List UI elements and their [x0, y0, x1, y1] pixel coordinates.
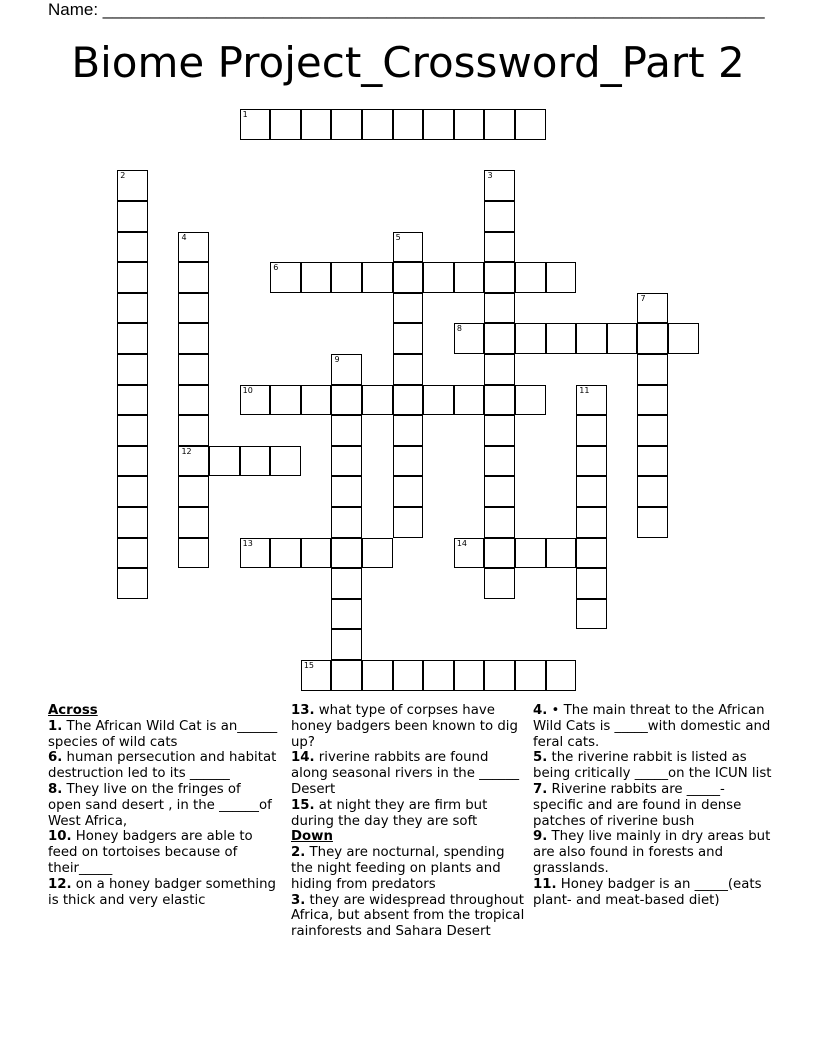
- crossword-cell[interactable]: [178, 323, 209, 354]
- page-title: Biome Project_Crossword_Part 2: [71, 38, 745, 87]
- crossword-cell[interactable]: [362, 660, 393, 691]
- crossword-cell[interactable]: [576, 446, 607, 477]
- crossword-cell[interactable]: [301, 538, 332, 569]
- crossword-cell[interactable]: [484, 170, 515, 201]
- cell-number: 3: [487, 171, 493, 181]
- crossword-cell[interactable]: [637, 415, 668, 446]
- cell-number: 10: [242, 385, 253, 395]
- crossword-cell[interactable]: [607, 323, 638, 354]
- clue-across-12: 12. on a honey badger something is thick and very elastic: [48, 876, 276, 908]
- crossword-cell[interactable]: [393, 232, 424, 263]
- cell-number: 15: [303, 661, 315, 671]
- crossword-cell[interactable]: [362, 109, 393, 140]
- crossword-cell[interactable]: [515, 660, 546, 691]
- crossword-cell[interactable]: [393, 262, 424, 293]
- crossword-cell[interactable]: [117, 568, 148, 599]
- crossword-cell[interactable]: [270, 538, 301, 569]
- across-header: Across: [48, 703, 98, 718]
- crossword-cell[interactable]: [576, 385, 607, 416]
- crossword-cell[interactable]: [117, 354, 148, 385]
- clue-down-5: 5. the riverine rabbit is listed as being critically _____on the ICUN list: [533, 750, 772, 782]
- crossword-cell[interactable]: [393, 109, 424, 140]
- clue-down-4: 4. • The main threat to the African Wild Cats is _____with domestic and feral cats.: [533, 703, 771, 750]
- cell-number: 1: [242, 110, 248, 120]
- crossword-cell[interactable]: [178, 507, 209, 538]
- crossword-cell[interactable]: [454, 660, 485, 691]
- crossword-cell[interactable]: [484, 538, 515, 569]
- crossword-cell[interactable]: [178, 415, 209, 446]
- cell-number: 7: [640, 293, 646, 303]
- crossword-cell[interactable]: [331, 415, 362, 446]
- crossword-cell[interactable]: [270, 385, 301, 416]
- crossword-cell[interactable]: [576, 568, 607, 599]
- crossword-cell[interactable]: [484, 201, 515, 232]
- crossword-cell[interactable]: [454, 262, 485, 293]
- crossword-cell[interactable]: [546, 262, 577, 293]
- clue-down-7: 7. Riverine rabbits are _____-specific and are found in dense patches of riverine bush: [533, 781, 742, 829]
- crossword-cell[interactable]: [454, 385, 485, 416]
- cell-number: 2: [120, 171, 126, 181]
- crossword-cell[interactable]: [331, 385, 362, 416]
- crossword-cell[interactable]: [301, 660, 332, 691]
- crossword-cell[interactable]: [331, 629, 362, 660]
- crossword-cell[interactable]: [423, 109, 454, 140]
- crossword-cell[interactable]: [301, 109, 332, 140]
- clue-across-1: 1. The African Wild Cat is an______ species of wild cats: [48, 718, 278, 750]
- crossword-cell[interactable]: [393, 415, 424, 446]
- crossword-cell[interactable]: [484, 507, 515, 538]
- crossword-cell[interactable]: [331, 568, 362, 599]
- clue-across-13: 13. what type of corpses have honey badgers been known to dig up?: [291, 703, 518, 750]
- crossword-cell[interactable]: [546, 323, 577, 354]
- crossword-cell[interactable]: [331, 507, 362, 538]
- crossword-cell[interactable]: [484, 262, 515, 293]
- crossword-cell[interactable]: [331, 109, 362, 140]
- crossword-cell[interactable]: [331, 262, 362, 293]
- crossword-cell[interactable]: [484, 323, 515, 354]
- crossword-cell[interactable]: [484, 354, 515, 385]
- crossword-cell[interactable]: [178, 446, 209, 477]
- cell-number: 4: [181, 232, 187, 242]
- crossword-cell[interactable]: [484, 385, 515, 416]
- crossword-cell[interactable]: [637, 476, 668, 507]
- clues-column-1: [48, 703, 278, 908]
- crossword-cell[interactable]: [240, 385, 271, 416]
- crossword-cell[interactable]: [668, 323, 699, 354]
- crossword-cell[interactable]: [178, 354, 209, 385]
- crossword-cell[interactable]: [117, 323, 148, 354]
- crossword-cell[interactable]: [454, 323, 485, 354]
- crossword-cell[interactable]: [117, 476, 148, 507]
- crossword-cell[interactable]: [117, 538, 148, 569]
- crossword-cell[interactable]: [515, 262, 546, 293]
- crossword-cell[interactable]: [178, 262, 209, 293]
- crossword-cell[interactable]: [637, 293, 668, 324]
- crossword-cell[interactable]: [576, 323, 607, 354]
- clue-down-11: 11. Honey badger is an _____(eats plant- and meat-based diet): [533, 876, 762, 908]
- crossword-cell[interactable]: [331, 538, 362, 569]
- crossword-cell[interactable]: [331, 660, 362, 691]
- crossword-cell[interactable]: [117, 262, 148, 293]
- crossword-cell[interactable]: [393, 354, 424, 385]
- crossword-cell[interactable]: [270, 446, 301, 477]
- crossword-cell[interactable]: [117, 201, 148, 232]
- crossword-cell[interactable]: [484, 232, 515, 263]
- crossword-cell[interactable]: [178, 293, 209, 324]
- crossword-cell[interactable]: [117, 415, 148, 446]
- clue-across-6: 6. human persecution and habitat destruction led to its ______: [48, 750, 277, 782]
- crossword-cell[interactable]: [484, 415, 515, 446]
- cell-number: 6: [273, 263, 279, 273]
- crossword-cell[interactable]: [393, 385, 424, 416]
- crossword-cell[interactable]: [393, 507, 424, 538]
- crossword-cell[interactable]: [423, 262, 454, 293]
- crossword-cell[interactable]: [484, 293, 515, 324]
- crossword-cell[interactable]: [362, 385, 393, 416]
- crossword-cell[interactable]: [362, 262, 393, 293]
- crossword-cell[interactable]: [331, 446, 362, 477]
- crossword-cell[interactable]: [178, 476, 209, 507]
- crossword-cell[interactable]: [423, 660, 454, 691]
- crossword-cell[interactable]: [362, 538, 393, 569]
- crossword-cell[interactable]: [117, 293, 148, 324]
- clues-column-2: [291, 703, 529, 940]
- clue-across-10: 10. Honey badgers are able to feed on tortoises because of their_____: [48, 829, 253, 876]
- crossword-cell[interactable]: [178, 232, 209, 263]
- clue-down-9: 9. They live mainly in dry areas but are also found in forests and grasslands.: [533, 829, 771, 876]
- crossword-cell[interactable]: [546, 538, 577, 569]
- crossword-cell[interactable]: [240, 446, 271, 477]
- crossword-cell[interactable]: [117, 385, 148, 416]
- crossword-cell[interactable]: [393, 293, 424, 324]
- crossword-cell[interactable]: [423, 385, 454, 416]
- cell-number: 14: [456, 538, 468, 548]
- crossword-cell[interactable]: [576, 538, 607, 569]
- crossword-cell[interactable]: [484, 446, 515, 477]
- crossword-cell[interactable]: [209, 446, 240, 477]
- crossword-cell[interactable]: [178, 538, 209, 569]
- cell-number: 12: [181, 446, 192, 456]
- name-field-label: Name: ______________________________________________________________________: [48, 0, 765, 19]
- crossword-cell[interactable]: [637, 446, 668, 477]
- crossword-cell[interactable]: [331, 599, 362, 630]
- cell-number: 8: [456, 324, 462, 334]
- crossword-cell[interactable]: [515, 323, 546, 354]
- crossword-cell[interactable]: [515, 385, 546, 416]
- crossword-cell[interactable]: [240, 109, 271, 140]
- clues-column-3: [533, 703, 773, 908]
- crossword-cell[interactable]: [270, 109, 301, 140]
- crossword-cell[interactable]: [301, 262, 332, 293]
- crossword-cell[interactable]: [484, 568, 515, 599]
- crossword-cell[interactable]: [637, 507, 668, 538]
- cell-number: 13: [242, 538, 253, 548]
- crossword-cell[interactable]: [484, 476, 515, 507]
- crossword-cell[interactable]: [484, 660, 515, 691]
- clue-across-8: 8. They live on the fringes of open sand desert , in the ______of West Africa,: [48, 781, 272, 829]
- crossword-cell[interactable]: [240, 538, 271, 569]
- crossword-cell[interactable]: [515, 109, 546, 140]
- clue-down-2: 2. They are nocturnal, spending the night feeding on plants and hiding from predators: [291, 845, 505, 892]
- crossword-cell[interactable]: [637, 323, 668, 354]
- crossword-cell[interactable]: [515, 538, 546, 569]
- crossword-cell[interactable]: [576, 507, 607, 538]
- cell-number: 11: [579, 385, 590, 395]
- crossword-cell[interactable]: [178, 385, 209, 416]
- cell-number: 5: [395, 232, 401, 242]
- cell-number: 9: [334, 355, 340, 365]
- crossword-cell[interactable]: [393, 446, 424, 477]
- crossword-cell[interactable]: [270, 262, 301, 293]
- crossword-cell[interactable]: [637, 385, 668, 416]
- crossword-cell[interactable]: [637, 354, 668, 385]
- crossword-cell[interactable]: [117, 507, 148, 538]
- crossword-cell[interactable]: [331, 476, 362, 507]
- crossword-cell[interactable]: [454, 109, 485, 140]
- crossword-cell[interactable]: [393, 323, 424, 354]
- clue-down-3: 3. they are widespread throughout Africa, but absent from the tropical rainforests and Sahara Desert: [291, 892, 525, 940]
- crossword-cell[interactable]: [117, 170, 148, 201]
- crossword-cell[interactable]: [576, 599, 607, 630]
- crossword-cell[interactable]: [393, 660, 424, 691]
- crossword-cell[interactable]: [454, 538, 485, 569]
- crossword-cell[interactable]: [576, 476, 607, 507]
- crossword-cell[interactable]: [546, 660, 577, 691]
- crossword-cell[interactable]: [484, 109, 515, 140]
- crossword-cell[interactable]: [393, 476, 424, 507]
- crossword-cell[interactable]: [117, 446, 148, 477]
- crossword-cell[interactable]: [117, 232, 148, 263]
- clue-across-14: 14. riverine rabbits are found along seasonal rivers in the ______ Desert: [291, 750, 520, 797]
- crossword-cell[interactable]: [576, 415, 607, 446]
- crossword-cell[interactable]: [331, 354, 362, 385]
- crossword-cell[interactable]: [301, 385, 332, 416]
- down-header: Down: [291, 829, 333, 845]
- clue-across-15: 15. at night they are firm but during the day they are soft: [291, 797, 488, 829]
